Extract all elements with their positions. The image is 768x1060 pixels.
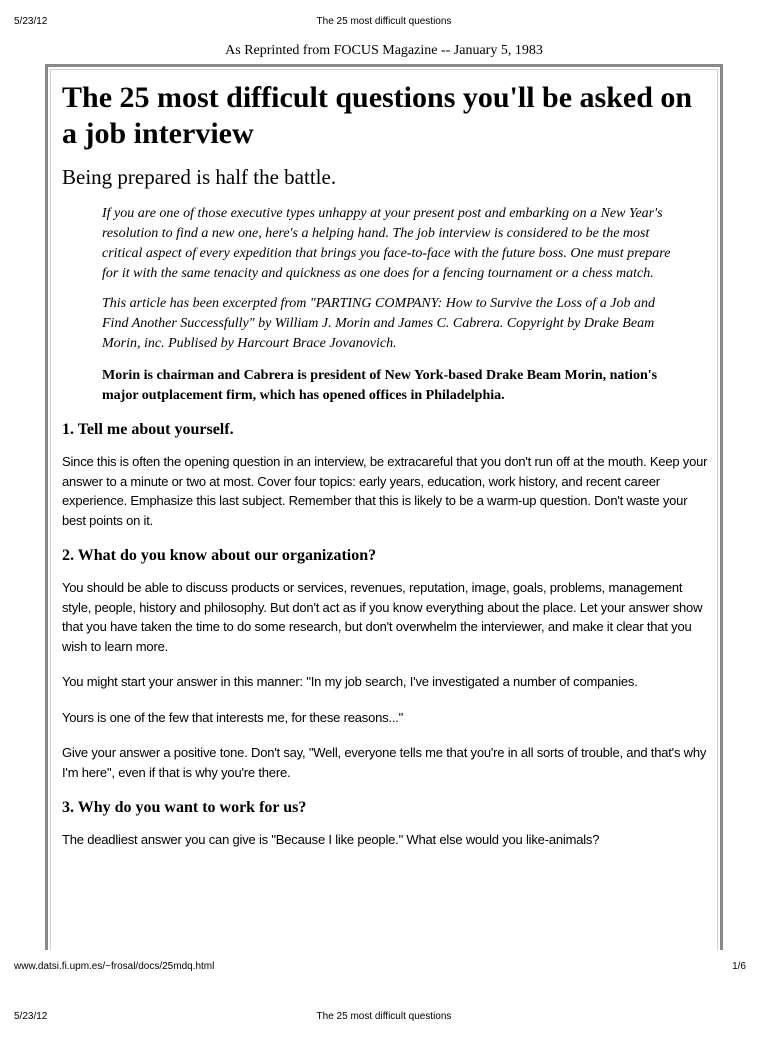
answer-paragraph: Give your answer a positive tone. Don't say, "Well, everyone tells me that you're in all sorts of trouble, and that's why I'm here", even if that is why you're there.: [62, 745, 707, 780]
intro-paragraph: If you are one of those executive types unhappy at your present post and embarking on a New Year's resolution to find a new one, here's a helping hand. The job interview is considered to be the most critical aspect of every expedition that brings you face-to-face with the future boss. One must prepare for it with the same tenacity and quickness as one does for a fencing tournament or a chess match.: [102, 206, 671, 281]
print-date: 5/23/12: [14, 1011, 48, 1022]
answer-paragraph: You might start your answer in this manner: "In my job search, I've investigated a number of companies.: [62, 674, 638, 689]
article-subtitle: Being prepared is half the battle.: [62, 165, 337, 189]
article-content: [62, 80, 712, 866]
question-heading: 2. What do you know about our organization?: [62, 547, 377, 564]
answer-paragraph: The deadliest answer you can give is "Because I like people." What else would you like-animals?: [62, 832, 600, 847]
intro-paragraph: This article has been excerpted from "PARTING COMPANY: How to Survive the Loss of a Job and Find Another Successfully" by William J. Morin and James C. Cabrera. Copyright by Drake Beam Morin, inc. Publised by Harcourt Brace Jovanovich.: [102, 296, 655, 351]
question-section-2: [62, 546, 712, 782]
print-header: [0, 16, 768, 32]
question-section-1: [62, 420, 712, 530]
question-heading: 3. Why do you want to work for us?: [62, 799, 307, 816]
print-header-next-page: [0, 1011, 768, 1027]
print-date: 5/23/12: [14, 16, 48, 27]
intro-block: [102, 204, 672, 406]
article-title: The 25 most difficult questions you'll be asked on a job interview: [62, 81, 693, 150]
answer-paragraph: Since this is often the opening question in an interview, be extracareful that you don't run off at the mouth. Keep your answer to a minute or two at most. Cover four topics: early years, education, work history, and recent career experience. Emphasize this last subject. Remember that this is likely to be a warm-up question. Don't waste your best points on it.: [62, 454, 708, 528]
question-heading: 1. Tell me about yourself.: [62, 421, 234, 438]
print-title: The 25 most difficult questions: [316, 1011, 452, 1022]
answer-paragraph: Yours is one of the few that interests me, for these reasons...": [62, 709, 404, 725]
question-section-3: [62, 798, 712, 850]
print-title: The 25 most difficult questions: [316, 16, 452, 27]
answer-paragraph: You should be able to discuss products or services, revenues, reputation, image, goals, problems, management style, people, history and philosophy. But don't act as if you know everything about the place. Let your answer show that you have taken the time to do some research, but don't overwhelm the interviewer, and make it clear that you wish to learn more.: [62, 580, 703, 654]
authors-note: Morin is chairman and Cabrera is president of New York-based Drake Beam Morin, nation's major outplacement firm, which has opened offices in Philadelphia.: [102, 368, 658, 403]
print-footer-url: www.datsi.fi.upm.es/~frosal/docs/25mdq.html: [14, 961, 215, 972]
reprint-line: As Reprinted from FOCUS Magazine -- January 5, 1983: [225, 43, 543, 58]
print-page-number: 1/6: [732, 961, 746, 972]
